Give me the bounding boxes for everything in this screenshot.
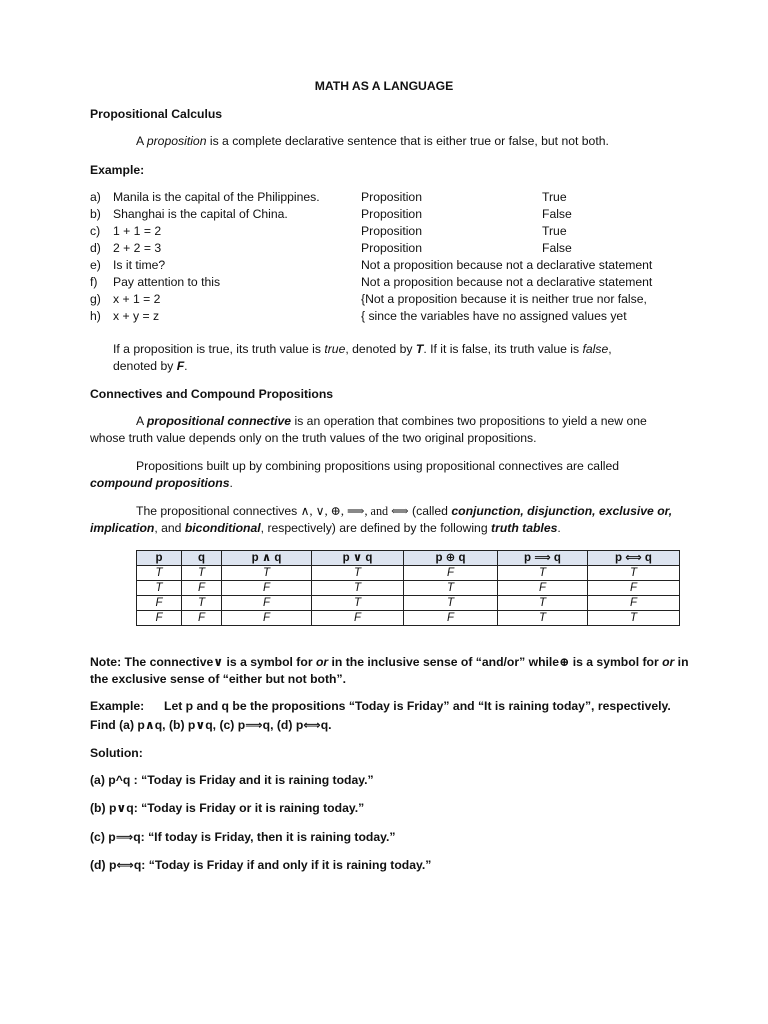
- column-header: p: [137, 551, 182, 566]
- table-cell: T: [312, 566, 404, 581]
- section-heading-connectives: Connectives and Compound Propositions: [90, 387, 334, 401]
- truth-table: [136, 550, 680, 626]
- solution-item: (b) p∨q: “Today is Friday or it is raining today.”: [90, 801, 365, 815]
- term-proposition: proposition: [146, 134, 207, 148]
- table-cell: F: [182, 581, 222, 596]
- table-cell: T: [182, 596, 222, 611]
- solution-item: (d) p⟺q: “Today is Friday if and only if it is raining today.”: [90, 858, 432, 872]
- disjunction-symbol: ∨: [213, 655, 224, 669]
- table-cell: F: [182, 611, 222, 626]
- note-paragraph: Note: The connective∨ is a symbol for or in the inclusive sense of “and/or” while⊕ is a symbol for or in: [90, 655, 689, 669]
- table-cell: F: [404, 566, 498, 581]
- list-item: h) x + y = z { since the variables have no assigned values yet: [90, 309, 627, 323]
- table-cell: T: [137, 581, 182, 596]
- table-row: [137, 596, 680, 611]
- compound-definition: Propositions built up by combining propositions using propositional connectives are called: [136, 459, 620, 473]
- connective-definition-line2: whose truth value depends only on the truth values of the two original propositions.: [90, 431, 537, 445]
- connectives-paragraph-line2: implication, and biconditional, respectively) are defined by the following truth tables.: [90, 521, 561, 535]
- list-item: d) 2 + 2 = 3 Proposition False: [90, 241, 572, 255]
- solution-label: Solution:: [90, 746, 143, 760]
- table-cell: F: [588, 596, 680, 611]
- list-item: b) Shanghai is the capital of China. Proposition False: [90, 207, 572, 221]
- table-cell: F: [222, 611, 312, 626]
- page-title: MATH AS A LANGUAGE: [314, 79, 454, 93]
- column-header: p ∧ q: [222, 551, 312, 566]
- table-cell: F: [312, 611, 404, 626]
- truth-value-paragraph: If a proposition is true, its truth value is true, denoted by T. If it is false, its truth value is false,: [113, 342, 612, 356]
- section-heading-propositional-calculus: Propositional Calculus: [90, 107, 223, 121]
- table-cell: F: [222, 581, 312, 596]
- solution-item: (c) p⟹q: “If today is Friday, then it is raining today.”: [90, 830, 396, 844]
- list-item: e) Is it time? Not a proposition because not a declarative statement: [90, 258, 653, 272]
- table-cell: T: [222, 566, 312, 581]
- note-paragraph-line2: the exclusive sense of “either but not both”.: [90, 672, 346, 686]
- table-cell: T: [137, 566, 182, 581]
- proposition-definition: A proposition is a complete declarative sentence that is either true or false, but not both.: [136, 134, 609, 148]
- list-item: g) x + 1 = 2 {Not a proposition because it is neither true nor false,: [90, 292, 647, 306]
- table-cell: F: [498, 581, 588, 596]
- table-cell: T: [498, 611, 588, 626]
- table-cell: T: [404, 581, 498, 596]
- table-cell: F: [588, 581, 680, 596]
- example2-label: Example:: [90, 699, 145, 713]
- table-cell: T: [588, 566, 680, 581]
- solution-item: (a) p^q : “Today is Friday and it is raining today.”: [90, 773, 374, 787]
- column-header: p ∨ q: [312, 551, 404, 566]
- table-cell: T: [312, 596, 404, 611]
- connectives-paragraph: The propositional connectives ∧, ∨, ⊕, ⟹, and ⟺ (called conjunction, disjunction, exclusive or,: [136, 504, 673, 518]
- table-cell: F: [137, 596, 182, 611]
- table-row: [137, 581, 680, 596]
- table-cell: T: [498, 566, 588, 581]
- table-cell: F: [137, 611, 182, 626]
- exclusive-or-symbol: ⊕: [559, 655, 570, 669]
- truth-value-paragraph-line2: denoted by F.: [113, 359, 188, 373]
- column-header: q: [182, 551, 222, 566]
- table-cell: T: [498, 596, 588, 611]
- list-item: a) Manila is the capital of the Philippines. Proposition True: [90, 190, 567, 204]
- example2-find: Find (a) p∧q, (b) p∨q, (c) p⟹q, (d) p⟺q.: [90, 718, 332, 732]
- example2-text: Let p and q be the propositions “Today is Friday” and “It is raining today”, respectively.: [164, 699, 671, 713]
- connective-symbols: ∧, ∨, ⊕, ⟹, and ⟺: [300, 504, 409, 518]
- list-item: f) Pay attention to this Not a proposition because not a declarative statement: [90, 275, 653, 289]
- table-cell: F: [222, 596, 312, 611]
- table-cell: T: [182, 566, 222, 581]
- column-header: p ⟺ q: [588, 551, 680, 566]
- connective-definition: A propositional connective is an operation that combines two propositions to yield a new one: [136, 414, 647, 428]
- column-header: p ⊕ q: [404, 551, 498, 566]
- table-row: [137, 566, 680, 581]
- column-header: p ⟹ q: [498, 551, 588, 566]
- table-cell: T: [312, 581, 404, 596]
- table-cell: T: [404, 596, 498, 611]
- table-row: [137, 611, 680, 626]
- table-cell: F: [404, 611, 498, 626]
- table-header-row: [137, 551, 680, 566]
- list-item: c) 1 + 1 = 2 Proposition True: [90, 224, 567, 238]
- example-label: Example:: [90, 163, 145, 177]
- compound-definition-line2: compound propositions.: [90, 476, 233, 490]
- table-cell: T: [588, 611, 680, 626]
